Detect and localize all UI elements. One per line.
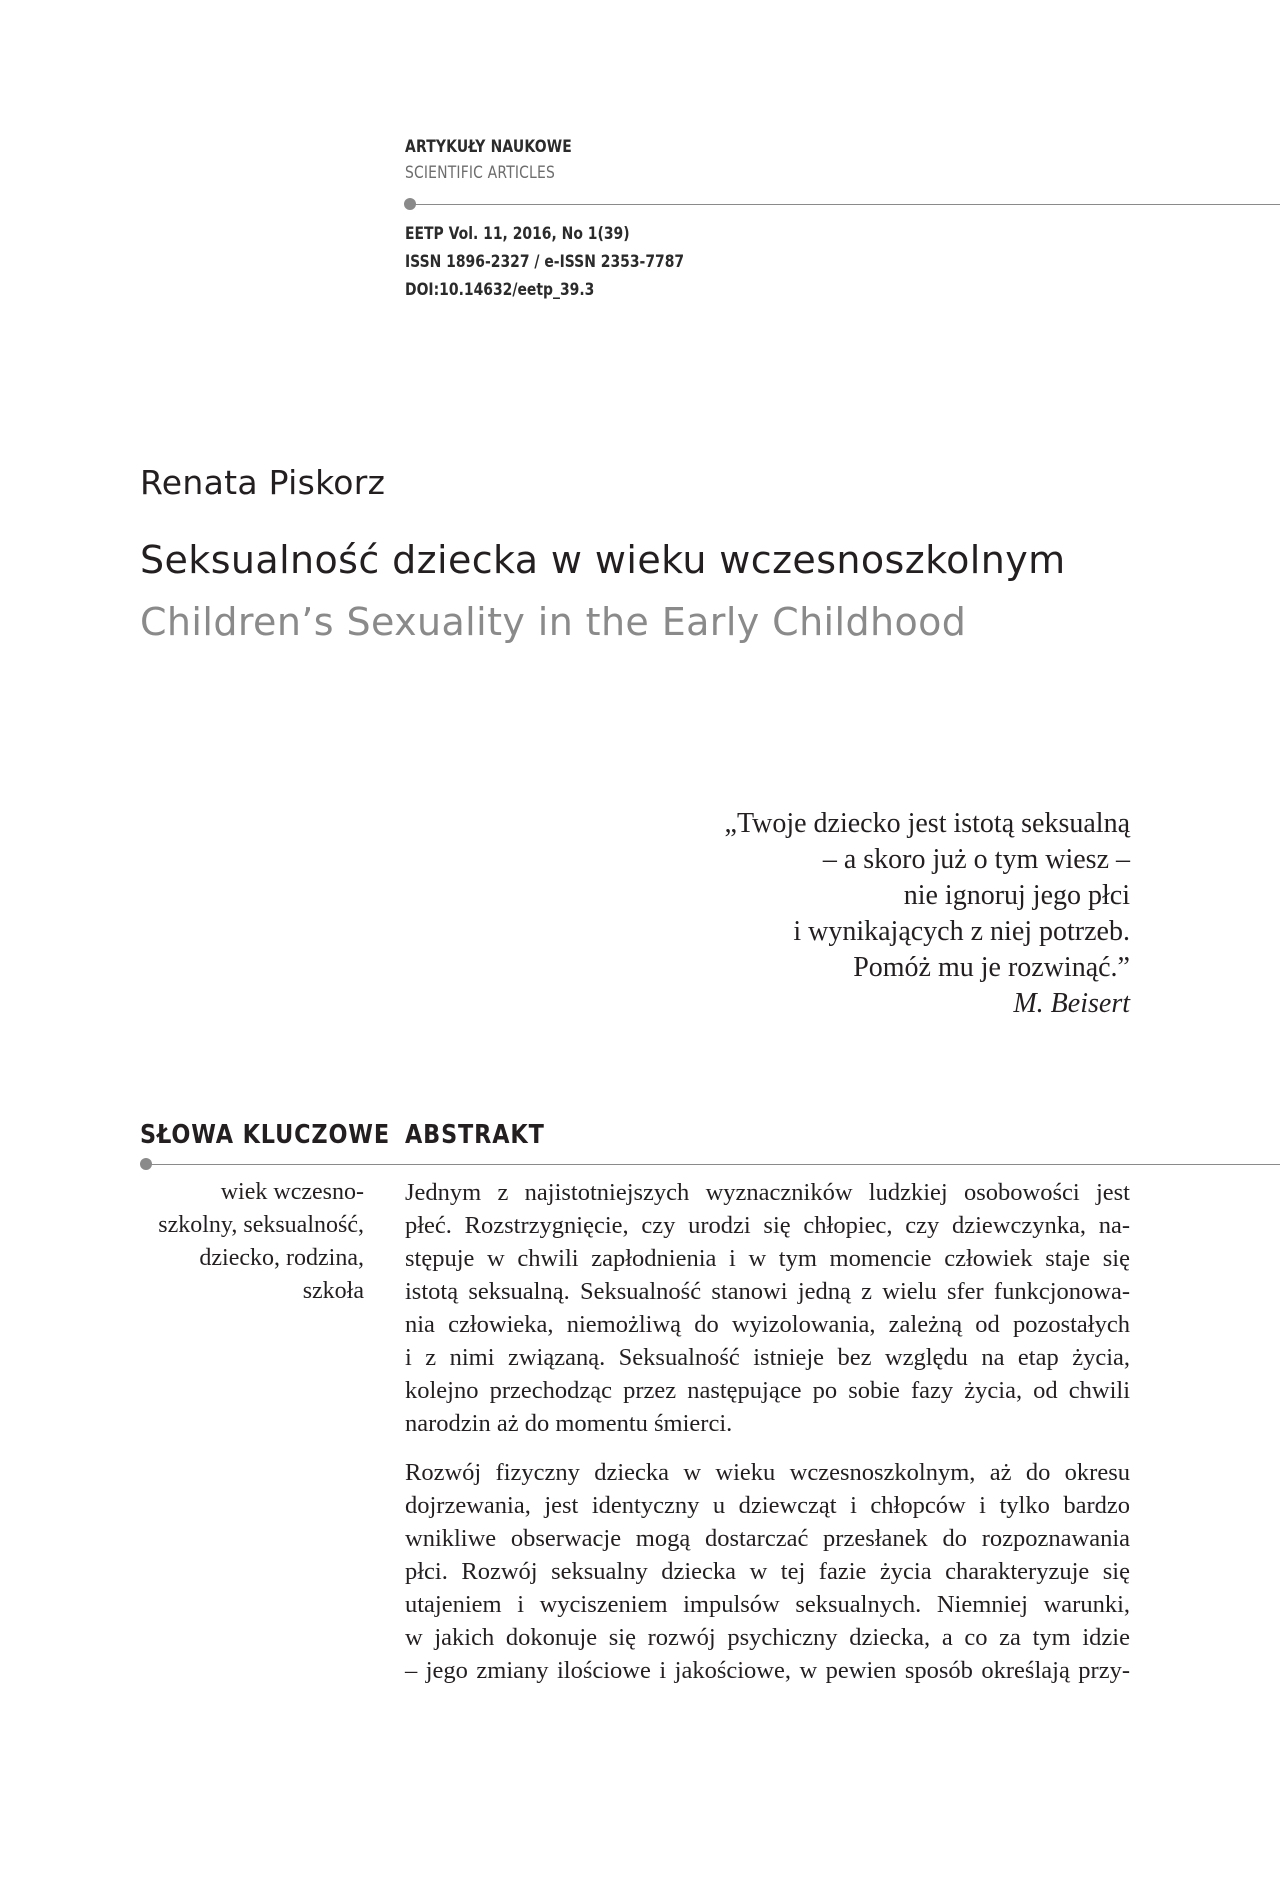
abstract-line: wnikliwe obserwacje mogą dostarczać przesłanek do rozpoznawania — [405, 1525, 1130, 1552]
keywords-heading: SŁOWA KLUCZOWE — [140, 1120, 390, 1150]
author-name: Renata Piskorz — [140, 463, 386, 502]
section-label-pl: ARTYKUŁY NAUKOWE — [405, 137, 572, 157]
keyword-line: szkolny, seksualność, — [158, 1212, 364, 1238]
journal-volume: EETP Vol. 11, 2016, No 1(39) — [405, 224, 630, 244]
issn: ISSN 1896-2327 / e-ISSN 2353-7787 — [405, 252, 685, 272]
epigraph-line: Pomóż mu je rozwinąć.” — [853, 952, 1130, 983]
abstract-line: i z nimi związaną. Seksualność istnieje bez względu na etap życia, — [405, 1344, 1130, 1371]
abstract-line: dojrzewania, jest identyczny u dziewcząt i chłopców i tylko bardzo — [405, 1492, 1130, 1519]
keyword-line: dziecko, rodzina, — [199, 1245, 364, 1271]
abstract-line: utajeniem i wyciszeniem impulsów seksualnych. Niemniej warunki, — [405, 1591, 1130, 1618]
abstract-line: nia człowieka, niemożliwą do wyizolowania, zależną od pozostałych — [405, 1311, 1130, 1338]
abstract-paragraph — [405, 1456, 1130, 1687]
abstract-line: – jego zmiany ilościowe i jakościowe, w pewien sposób określają przy- — [405, 1657, 1130, 1684]
epigraph-line: i wynikających z niej potrzeb. — [793, 916, 1130, 947]
doi: DOI:10.14632/eetp_39.3 — [405, 280, 595, 300]
abstract-line: kolejno przechodząc przez następujące po sobie fazy życia, od chwili — [405, 1377, 1130, 1404]
epigraph-line: nie ignoruj jego płci — [903, 880, 1130, 911]
article-title-en: Children’s Sexuality in the Early Childhood — [140, 600, 967, 644]
abstract-line: stępuje w chwili zapłodnienia i w tym momencie człowiek staje się — [405, 1245, 1130, 1272]
abstract-line: narodzin aż do momentu śmierci. — [405, 1410, 733, 1437]
abstract-line: w jakich dokonuje się rozwój psychiczny dziecka, a co za tym idzie — [405, 1624, 1130, 1651]
keywords-list — [140, 1176, 364, 1308]
keyword-line: szkoła — [302, 1278, 364, 1304]
abstract-line: Rozwój fizyczny dziecka w wieku wczesnoszkolnym, aż do okresu — [405, 1459, 1130, 1486]
section-rule — [146, 1164, 1280, 1165]
abstract-line: istotą seksualną. Seksualność stanowi jedną z wielu sfer funkcjonowa- — [405, 1278, 1130, 1305]
abstract-line: płci. Rozwój seksualny dziecka w tej fazie życia charakteryzuje się — [405, 1558, 1130, 1585]
epigraph-line: – a skoro już o tym wiesz – — [822, 844, 1130, 875]
epigraph-line: „Twoje dziecko jest istotą seksualną — [724, 808, 1130, 839]
abstract-paragraph — [405, 1176, 1130, 1440]
epigraph — [570, 806, 1130, 1022]
abstract-line: Jednym z najistotniejszych wyznaczników ludzkiej osobowości jest — [405, 1179, 1130, 1206]
keyword-line: wiek wczesno- — [220, 1179, 364, 1205]
abstract-heading: ABSTRAKT — [405, 1120, 545, 1150]
header-rule — [410, 204, 1280, 205]
abstract-line: płeć. Rozstrzygnięcie, czy urodzi się chłopiec, czy dziewczynka, na- — [405, 1212, 1130, 1239]
epigraph-author: M. Beisert — [1013, 988, 1130, 1019]
section-label-en: SCIENTIFIC ARTICLES — [405, 163, 555, 183]
abstract-body — [405, 1176, 1130, 1703]
article-title-pl: Seksualność dziecka w wieku wczesnoszkolnym — [140, 538, 1066, 582]
